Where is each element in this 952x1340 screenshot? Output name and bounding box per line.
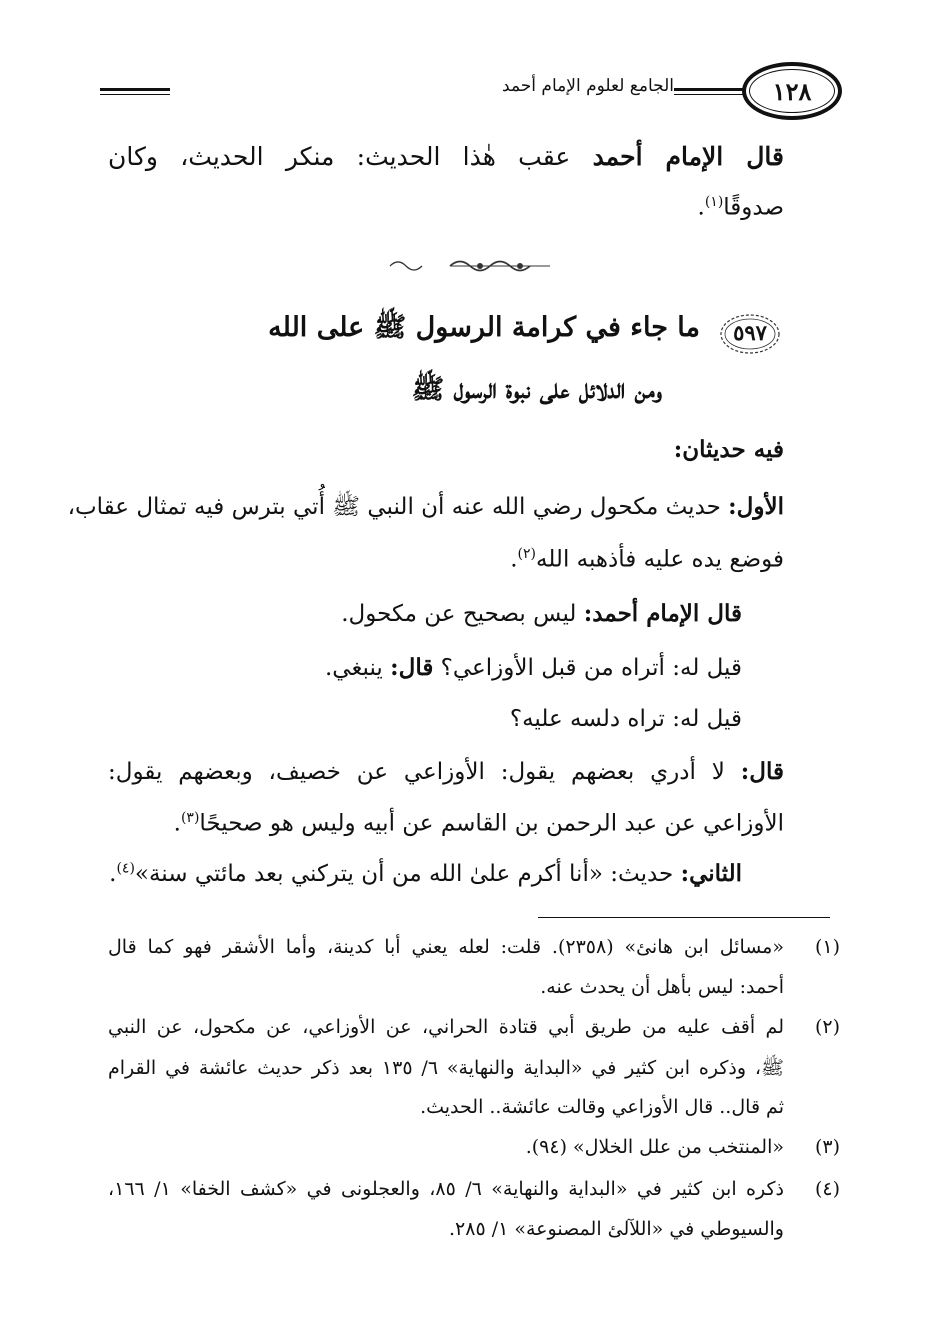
footnote-4-line-1: ذكره ابن كثير في «البداية والنهاية» ٦/ ٨٥، والعجلونى في «كشف الخفا» ١/ ١٦٦، (108, 1178, 784, 1200)
page-number-badge (742, 62, 842, 120)
answer-line-1 (108, 758, 784, 785)
answer-label: قال: (740, 758, 784, 785)
footnote-number: (٣) (814, 1136, 840, 1158)
question-text: قيل له: أتراه من قبل الأوزاعي؟ (440, 655, 742, 681)
footnote-divider (538, 917, 830, 918)
answer-line-2: الأوزاعي عن عبد الرحمن بن القاسم عن أبيه وليس هو صحيحًا$^{(٣)}$. (173, 810, 784, 837)
first-hadith-line-1 (67, 492, 784, 526)
footnote-2-line-3: ثم قال.. قال الأوزاعي وقالت عائشة.. الحديث. (420, 1096, 784, 1118)
answer-text: ينبغي. (324, 655, 383, 681)
footnote-2-line-1: لم أقف عليه من طريق أبي قتادة الحراني، عن الأوزاعي، عن مكحول، عن النبي (108, 1016, 784, 1038)
footnote-ref: (٢) (517, 546, 536, 562)
section-number: ٥٩٧ (733, 320, 767, 345)
first-label: الأول: (728, 493, 784, 520)
section-heading-line-1: ما جاء في كرامة الرسول ﷺ على الله (268, 312, 700, 343)
intro-text: عقب هٰذا الحديث: منكر الحديث، وكان (108, 142, 571, 171)
footnote-2-line-2: ﷺ، وذكره ابن كثير في «البداية والنهاية» ٦/ ١٣٥ بعد ذكر حديث عائشة في القرام (108, 1057, 784, 1079)
speaker-label: قال الإمام أحمد: (583, 600, 742, 627)
answer-label: قال: (390, 654, 434, 681)
speaker-label: قال الإمام أحمد (592, 142, 784, 171)
footnote-number: (٤) (814, 1178, 840, 1200)
book-title: الجامع لعلوم الإمام أحمد (502, 76, 674, 96)
footnote-3-line-1: «المنتخب من علل الخلال» (٩٤). (525, 1136, 784, 1158)
second-label: الثاني: (680, 860, 742, 887)
body-intro: فيه حديثان: (673, 436, 784, 463)
footnote-ref: (١) (704, 194, 724, 210)
question-2: قيل له: تراه دلسه عليه؟ (509, 706, 742, 732)
statement-text: ليس بصحيح عن مكحول. (341, 601, 577, 627)
second-hadith: الثاني: حديث: «أنا أكرم علىٰ الله من أن يتركني بعد مائتي سنة»$^{(٤)}$. (109, 860, 742, 887)
first-text-2: فوضع يده عليه فأذهبه الله (535, 546, 784, 573)
page-number: ١٢٨ (772, 76, 812, 106)
footnote-number: (١) (814, 936, 840, 958)
section-number-badge (718, 312, 782, 356)
footnote-1-line-1: «مسائل ابن هانئ» (٢٣٥٨). قلت: لعله يعني أبا كدينة، وأما الأشقر فهو كما قال (108, 936, 784, 958)
footnote-4-line-2: والسيوطي في «اللآلئ المصنوعة» ١/ ٢٨٥. (448, 1218, 784, 1240)
page-header (100, 62, 842, 122)
ornament-divider (380, 254, 560, 278)
first-hadith-line-2: فوضع يده عليه فأذهبه الله$^{(٢)}$. (510, 546, 784, 573)
intro-line-1 (108, 142, 784, 171)
answer-text-2: الأوزاعي عن عبد الرحمن بن القاسم عن أبيه وليس هو صحيحًا (199, 810, 784, 837)
first-text: حديث مكحول رضي الله عنه أن النبي ﷺ أُتي بترس فيه تمثال عقاب، (67, 494, 721, 520)
footnote-ref: (٣) (180, 810, 200, 826)
intro-text-2: صدوقًا (723, 194, 784, 221)
header-rule-left (100, 88, 170, 95)
intro-line-2: صدوقًا$^{(١)}$. (697, 194, 784, 221)
section-heading-line-2: ومن الدلائل على نبوة الرسول ﷺ (411, 374, 662, 405)
footnote-1-line-2: أحمد: ليس بأهل أن يحدث عنه. (540, 976, 784, 998)
ahmad-statement (341, 600, 742, 627)
header-rule-right (674, 88, 744, 95)
answer-text: لا أدري بعضهم يقول: الأوزاعي عن خصيف، وبعضهم يقول: (108, 759, 725, 785)
footnote-number: (٢) (814, 1016, 840, 1038)
second-text: حديث: «أنا أكرم علىٰ الله من أن يتركني بعد مائتي سنة» (134, 861, 674, 887)
question-1 (325, 654, 742, 681)
footnote-ref: (٤) (116, 860, 135, 877)
